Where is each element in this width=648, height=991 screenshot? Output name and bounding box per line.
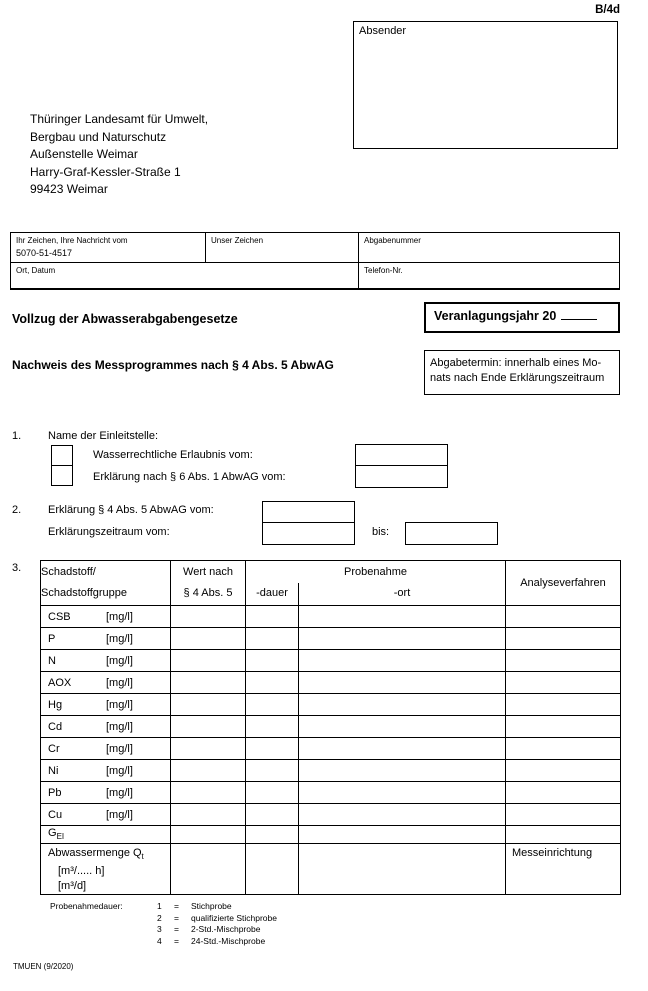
ort-cell[interactable] (299, 606, 506, 628)
pollutant-unit: [mg/l] (106, 632, 133, 645)
abwassermenge-label: Abwassermenge Q (48, 847, 142, 859)
dauer-cell[interactable] (246, 628, 299, 650)
abwassermenge-subscript: t (141, 852, 144, 862)
erlaubnis-checkbox[interactable] (51, 445, 73, 466)
veranlagungsjahr-label: Veranlagungsjahr 20 (434, 309, 557, 323)
form-code: B/4d (595, 4, 620, 16)
pollutant-unit: [mg/l] (106, 676, 133, 689)
pollutant-unit: [mg/l] (106, 654, 133, 667)
table-header-row (41, 561, 621, 606)
col-wert-header (171, 561, 246, 606)
pollutant-name: G (48, 827, 57, 840)
pollutant-unit: [mg/l] (106, 742, 133, 755)
analyse-cell[interactable] (506, 804, 621, 826)
erklaerung-6-date-field[interactable] (355, 465, 448, 488)
pollutant-unit: [mg/l] (106, 764, 133, 777)
erklaerung-4-label: Erklärung § 4 Abs. 5 AbwAG vom: (48, 504, 214, 516)
reference-row-1 (11, 233, 619, 263)
legend-items (157, 901, 277, 947)
wert-cell[interactable] (171, 738, 246, 760)
recipient-address (30, 111, 208, 199)
abwassermenge-unit-day: [m³/d] (58, 880, 87, 893)
veranlagungsjahr-blank-field[interactable] (561, 308, 597, 320)
erlaubnis-date-field[interactable] (355, 444, 448, 466)
erlaubnis-label: Wasserrechtliche Erlaubnis vom: (93, 449, 253, 461)
pollutant-unit: [mg/l] (106, 720, 133, 733)
reference-table (10, 232, 620, 290)
ort-cell[interactable] (299, 782, 506, 804)
zeitraum-bis-field[interactable] (405, 522, 498, 545)
legend-item: 2 = qualifizierte Stichprobe (157, 912, 277, 923)
probenahme-label: Probenahme (344, 566, 407, 578)
form-version-footer: TMUEN (9/2020) (13, 962, 74, 971)
dauer-cell[interactable] (246, 606, 299, 628)
analyse-cell[interactable] (506, 606, 621, 628)
pollutant-unit: [mg/l] (106, 786, 133, 799)
ort-datum-cell[interactable] (11, 263, 359, 288)
wert-cell[interactable] (171, 782, 246, 804)
legend-item: 3 = 2-Std.-Mischprobe (157, 924, 261, 934)
ort-cell[interactable] (299, 804, 506, 826)
pollutant-name: CSB (48, 610, 71, 623)
absender-label: Absender (359, 25, 407, 37)
analyse-cell[interactable] (506, 672, 621, 694)
table-row-n (41, 650, 621, 672)
dauer-cell[interactable] (246, 844, 299, 895)
pollutant-name: Pb (48, 786, 62, 799)
dauer-cell[interactable] (246, 760, 299, 782)
pollutant-name: Cr (48, 742, 60, 755)
table-row-abwassermenge (41, 844, 621, 895)
table-row-pb (41, 782, 621, 804)
abgabetermin-line: Abgabetermin: innerhalb eines Mo- (430, 357, 602, 369)
col-probenahme-header (246, 561, 506, 606)
header-line: § 4 Abs. 5 (183, 587, 233, 599)
address-line: Bergbau und Naturschutz (30, 129, 167, 144)
section2-number: 2. (12, 504, 22, 516)
dauer-cell[interactable] (246, 694, 299, 716)
wert-cell[interactable] (171, 606, 246, 628)
ort-cell[interactable] (299, 738, 506, 760)
ort-cell[interactable] (299, 672, 506, 694)
table-row-p (41, 628, 621, 650)
pollutant-name: AOX (48, 676, 72, 689)
table-row-cu (41, 804, 621, 826)
legend-item: 4 = 24-Std.-Mischprobe (157, 935, 266, 946)
messeinrichtung-cell[interactable] (506, 844, 621, 895)
wert-cell[interactable] (171, 804, 246, 826)
ort-datum-label: Ort, Datum (16, 266, 56, 275)
bis-label: bis: (372, 526, 390, 538)
pollutant-name-subscript: EI (56, 832, 65, 842)
wert-cell[interactable] (171, 716, 246, 738)
header-line: Schadstoffgruppe (41, 587, 128, 599)
wert-cell[interactable] (171, 844, 246, 895)
unser-zeichen-label: Unser Zeichen (211, 236, 264, 245)
ort-cell[interactable] (299, 628, 506, 650)
abgabenummer-label: Abgabenummer (364, 236, 421, 245)
dauer-cell[interactable] (246, 782, 299, 804)
ihr-zeichen-label: Ihr Zeichen, Ihre Nachricht vom (16, 236, 128, 245)
page-title: Vollzug der Abwasserabgabengesetze (12, 312, 238, 326)
pollutant-unit: [mg/l] (106, 610, 133, 623)
section1-title: Name der Einleitstelle: (48, 430, 159, 442)
messeinrichtung-label: Messeinrichtung (512, 847, 593, 859)
ort-cell[interactable] (299, 716, 506, 738)
ort-cell[interactable] (299, 760, 506, 782)
dauer-cell[interactable] (246, 738, 299, 760)
erklaerung-6-checkbox[interactable] (51, 465, 73, 486)
analyse-cell[interactable] (506, 760, 621, 782)
zeitraum-label: Erklärungszeitraum vom: (48, 526, 170, 538)
header-line: Wert nach (183, 566, 233, 578)
address-line: Harry-Graf-Kessler-Straße 1 (30, 164, 181, 179)
analyse-cell[interactable] (506, 694, 621, 716)
ihr-zeichen-cell[interactable] (11, 233, 206, 262)
ort-cell[interactable] (299, 694, 506, 716)
wert-cell[interactable] (171, 672, 246, 694)
analyse-cell[interactable] (506, 782, 621, 804)
table-row-cd (41, 716, 621, 738)
veranlagungsjahr-box (424, 302, 620, 333)
col-analyse-header: Analyseverfahren (506, 561, 621, 606)
header-line: Schadstoff/ (41, 566, 96, 578)
pollutant-name: Hg (48, 698, 63, 711)
erklaerung-6-label: Erklärung nach § 6 Abs. 1 AbwAG vom: (93, 471, 286, 483)
wert-cell[interactable] (171, 628, 246, 650)
dauer-cell[interactable] (246, 716, 299, 738)
table-row-ni (41, 760, 621, 782)
legend-item: 1 = Stichprobe (157, 901, 232, 911)
unser-zeichen-cell[interactable] (206, 233, 359, 262)
wert-cell[interactable] (171, 650, 246, 672)
ort-label: -ort (393, 587, 411, 599)
pollutant-name: Cu (48, 808, 63, 821)
abgabetermin-box (424, 350, 620, 395)
wert-cell[interactable] (171, 826, 246, 844)
dauer-cell[interactable] (246, 650, 299, 672)
telefon-cell[interactable] (359, 263, 619, 288)
pollutant-name: P (48, 632, 56, 645)
analyse-cell[interactable] (506, 628, 621, 650)
analyse-cell[interactable] (506, 716, 621, 738)
zeitraum-von-field[interactable] (262, 522, 355, 545)
address-line: Thüringer Landesamt für Umwelt, (30, 112, 209, 126)
absender-box[interactable] (353, 21, 618, 149)
reference-row-2 (11, 263, 619, 288)
abgabetermin-line: nats nach Ende Erklärungszeitraum (430, 372, 605, 384)
page-subtitle: Nachweis des Messprogrammes nach § 4 Abs. 5 AbwAG (12, 358, 334, 372)
pollutant-table (40, 560, 621, 895)
dauer-label: -dauer (246, 583, 299, 605)
col-schadstoff-header (41, 561, 171, 606)
analyse-cell[interactable] (506, 650, 621, 672)
telefon-label: Telefon-Nr. (364, 266, 403, 275)
table-row-cr (41, 738, 621, 760)
pollutant-name: Ni (48, 764, 59, 777)
erklaerung-4-date-field[interactable] (262, 501, 355, 523)
ort-cell[interactable] (299, 844, 506, 895)
table-row-aox (41, 672, 621, 694)
address-line: Außenstelle Weimar (30, 147, 138, 161)
analyse-cell[interactable] (506, 826, 621, 844)
dauer-cell[interactable] (246, 672, 299, 694)
pollutant-name: Cd (48, 720, 63, 733)
wert-cell[interactable] (171, 760, 246, 782)
table-row-csb (41, 606, 621, 628)
abgabenummer-cell[interactable] (359, 233, 619, 262)
wert-cell[interactable] (171, 694, 246, 716)
ort-cell[interactable] (299, 650, 506, 672)
pollutant-name: N (48, 654, 56, 667)
ort-cell[interactable] (299, 826, 506, 844)
analyse-cell[interactable] (506, 738, 621, 760)
table-row-gei (41, 826, 621, 844)
legend-label: Probenahmedauer: (50, 901, 123, 911)
pollutant-unit: [mg/l] (106, 698, 133, 711)
dauer-cell[interactable] (246, 804, 299, 826)
pollutant-unit: [mg/l] (106, 808, 133, 821)
abwassermenge-unit-hour: [m³/..... h] (58, 865, 105, 878)
address-line: 99423 Weimar (30, 182, 108, 196)
section3-number: 3. (12, 562, 22, 574)
ihr-zeichen-value: 5070-51-4517 (16, 248, 73, 258)
dauer-cell[interactable] (246, 826, 299, 844)
section1-number: 1. (12, 430, 22, 442)
table-row-hg (41, 694, 621, 716)
